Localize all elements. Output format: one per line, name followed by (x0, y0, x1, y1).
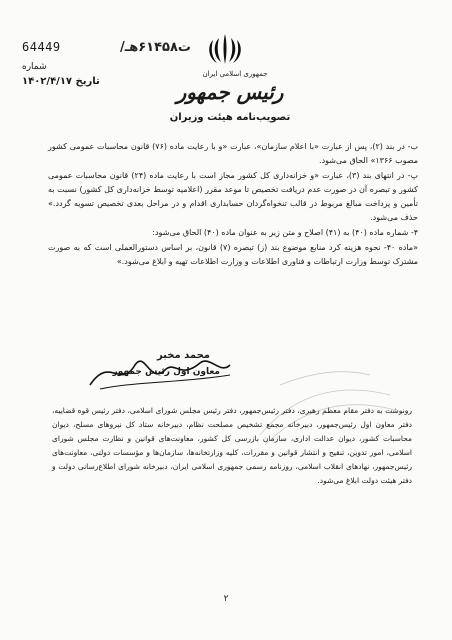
number-label: شماره (22, 62, 47, 72)
document-body (48, 140, 418, 270)
date-label: تاریخ (75, 76, 100, 87)
reference-number: 64449 (22, 40, 61, 54)
republic-subtitle: جمهوری اسلامی ایران (202, 70, 268, 78)
paragraph: ۴- شماره ماده (۴۰) به (۴۱) اصلاح و متن زیر به عنوان ماده (۴۰) الحاق می‌شود: (152, 228, 418, 237)
iran-emblem-icon (205, 32, 245, 66)
cabinet-title: تصویب‌نامه هیئت وزیران (169, 112, 291, 123)
distribution-list: رونوشت به دفتر مقام معظم رهبری، دفتر رئیس‌جمهور، دفتر رئیس مجلس شورای اسلامی، دفتر رئیس قوه قضاییه، دفتر معاون اول رئیس‌جمهور، دبیرخانه مجمع تشخیص مصلحت نظام، دبیرخانه ستاد کل نیروهای مسلح، دیوان محاسبات کشور، دیوان عدالت اداری، سازمان بازرسی کل کشور، معاونت‌های قوانین و نظارت مجلس شورای اسلامی، امور تدوین، تنقیح و انتشار قوانین و مقررات، کلیه وزارتخانه‌ها، سازمان‌ها و مؤسسات دولتی، معاونت‌های رئیس‌جمهور، نهادهای انقلاب اسلامی، روزنامه رسمی جمهوری اسلامی ایران، دبیرخانه شورای اطلاع‌رسانی دولت و دفتر هیئت دولت ابلاغ می‌شود. (52, 406, 412, 485)
paragraph: ب- در بند (۲)، پس از عبارت «با اعلام سازمان»، عبارت «و با رعایت ماده (۷۶) قانون محاسبات عمومی کشور مصوب ۱۳۶۶» الحاق می‌شود. (48, 142, 419, 165)
paragraph: پ- در انتهای بند (۳)، عبارت «و خزانه‌داری کل کشور مجاز است با رعایت ماده (۲۴) قانون محاسبات عمومی کشور و تبصره آن در صورت عدم دریافت تخصیص تا موعد مقرر (اعلامیه توسط خزانه‌داری کل کشور) نسبت به تأمین و پرداخت مبالغ مربوط در قالب تنخواه‌گردان حسابداری اقدام و در مراحل بعدی تخصیص تسویه گردد.» حذف می‌شود. (48, 171, 419, 222)
reference-handwritten: /ت۶۱۴۵۸هـ (120, 40, 191, 55)
signature-block (80, 345, 240, 405)
paragraph: «ماده ۴۰- نحوه هزینه کرد منابع موضوع بند (ز) تبصره (۷) قانون، بر اساس دستورالعملی است که به صورت مشترک توسط وزارت ارتباطات و فناوری اطلاعات و وزارت اطلاعات تهیه و ابلاغ می‌شود.» (48, 243, 418, 266)
signer-name: محمد مخبر (156, 350, 210, 361)
signer-title: معاون اول رئیس جمهور (112, 367, 220, 377)
page-number: ۲ (223, 594, 229, 604)
date-value: ۱۴۰۲/۴/۱۷ (22, 76, 73, 87)
date-field (22, 76, 100, 87)
president-title: رئیس جمهور (176, 80, 284, 104)
